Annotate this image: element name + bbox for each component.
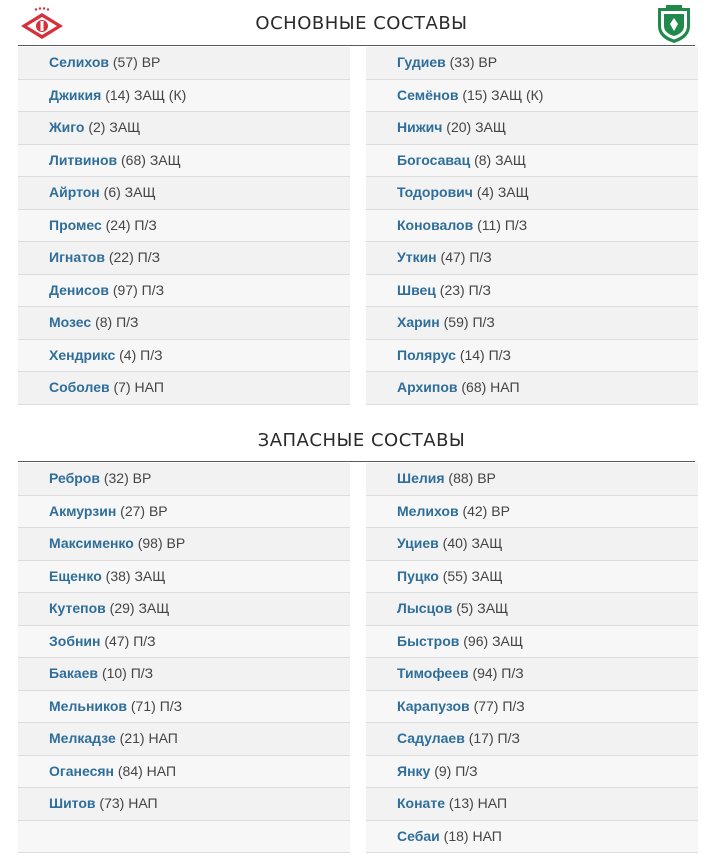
player-name[interactable]: Быстров xyxy=(397,632,460,649)
player-name[interactable]: Уциев xyxy=(397,535,439,551)
player-name[interactable]: Садулаев xyxy=(397,730,465,746)
player-number: (8) xyxy=(95,314,113,330)
player-number: (6) xyxy=(103,184,121,200)
player-number: (88) xyxy=(448,470,474,486)
player-row xyxy=(18,307,350,340)
player-name[interactable]: Семёнов xyxy=(397,86,459,103)
player-name[interactable]: Лысцов xyxy=(397,600,453,616)
player-row xyxy=(366,112,698,145)
player-name[interactable]: Швец xyxy=(397,281,436,298)
player-number: (71) xyxy=(130,697,156,714)
player-name[interactable]: Мелкадзе xyxy=(49,730,116,746)
player-number: (38) xyxy=(105,567,131,584)
player-row xyxy=(366,80,698,113)
player-number: (55) xyxy=(442,567,468,584)
player-position: П/З xyxy=(140,346,163,363)
player-number: (27) xyxy=(120,502,146,519)
player-position: ЗАЩ xyxy=(471,567,503,584)
player-position: П/З xyxy=(472,314,495,330)
player-position: НАП xyxy=(490,379,520,395)
player-row xyxy=(366,177,698,210)
player-row xyxy=(18,47,350,80)
player-position: П/З xyxy=(130,665,154,681)
player-row xyxy=(366,788,698,821)
player-row xyxy=(18,145,350,178)
player-name[interactable]: Денисов xyxy=(49,281,109,298)
player-name[interactable]: Пуцко xyxy=(397,567,439,584)
home-main-lineup xyxy=(18,47,350,405)
player-position: ЗАЩ xyxy=(138,600,170,616)
player-name[interactable]: Тодорович xyxy=(397,184,473,200)
player-name[interactable]: Нижич xyxy=(397,119,443,135)
player-number: (11) xyxy=(477,216,501,233)
player-row xyxy=(18,242,350,275)
player-name[interactable]: Богосавац xyxy=(397,151,471,168)
player-position: ЗАЩ (К) xyxy=(133,86,187,103)
player-number: (23) xyxy=(439,281,465,298)
player-name[interactable]: Зобнин xyxy=(49,632,101,649)
player-name[interactable]: Янку xyxy=(397,762,431,779)
player-position: ВР xyxy=(148,502,168,519)
player-name[interactable]: Себаи xyxy=(397,827,440,844)
player-row xyxy=(18,112,350,145)
player-number: (94) xyxy=(472,665,498,681)
player-name[interactable]: Шелия xyxy=(397,470,445,486)
player-number: (18) xyxy=(443,827,469,844)
player-position: П/З xyxy=(488,346,512,363)
player-name[interactable]: Ребров xyxy=(49,470,100,486)
player-position: П/З xyxy=(137,249,161,265)
away-subs-lineup xyxy=(366,463,698,853)
player-position: ВР xyxy=(132,470,152,486)
player-name[interactable]: Мельников xyxy=(49,697,127,714)
player-number: (14) xyxy=(459,346,485,363)
player-position: П/З xyxy=(455,762,478,779)
player-name[interactable]: Харин xyxy=(397,314,440,330)
player-position: П/З xyxy=(501,665,524,681)
player-number: (21) xyxy=(119,730,145,746)
player-position: П/З xyxy=(468,281,491,298)
player-row xyxy=(366,561,698,594)
player-name[interactable]: Игнатов xyxy=(49,249,105,265)
player-position: П/З xyxy=(504,216,528,233)
player-name[interactable]: Кутепов xyxy=(49,600,106,616)
player-row xyxy=(366,210,698,243)
player-number: (98) xyxy=(137,535,163,551)
player-name[interactable]: Жиго xyxy=(49,119,85,135)
main-lineups-header xyxy=(0,0,723,46)
player-name[interactable]: Коновалов xyxy=(397,216,474,233)
player-position: ЗАЩ xyxy=(149,151,181,168)
player-number: (59) xyxy=(443,314,469,330)
player-number: (96) xyxy=(463,632,489,649)
player-position: П/З xyxy=(497,730,520,746)
player-name[interactable]: Карапузов xyxy=(397,697,470,714)
player-row xyxy=(366,307,698,340)
player-position: П/З xyxy=(502,697,525,714)
player-position: НАП xyxy=(134,379,164,395)
player-row xyxy=(18,756,350,789)
player-name[interactable]: Акмурзин xyxy=(49,502,117,519)
akhmat-logo-icon xyxy=(656,4,692,44)
player-name[interactable]: Оганесян xyxy=(49,762,114,779)
player-position: НАП xyxy=(472,827,502,844)
player-number: (73) xyxy=(99,795,125,811)
player-row xyxy=(18,340,350,373)
player-position: ЗАЩ xyxy=(109,119,141,135)
player-row xyxy=(18,821,350,854)
player-position: ЗАЩ (К) xyxy=(491,86,544,103)
player-name[interactable]: Бакаев xyxy=(49,665,99,681)
player-row xyxy=(366,658,698,691)
player-name[interactable]: Хендрикс xyxy=(49,346,116,363)
player-number: (7) xyxy=(113,379,131,395)
player-number: (20) xyxy=(446,119,472,135)
player-row xyxy=(366,821,698,854)
player-row xyxy=(18,528,350,561)
player-row xyxy=(366,463,698,496)
player-number: (10) xyxy=(101,665,127,681)
player-position: ЗАЩ xyxy=(495,151,527,168)
main-lineups-title: ОСНОВНЫЕ СОСТАВЫ xyxy=(255,13,468,34)
player-name[interactable]: Максименко xyxy=(49,535,134,551)
player-number: (9) xyxy=(434,762,452,779)
player-row xyxy=(366,593,698,626)
player-position: ВР xyxy=(166,535,186,551)
player-position: НАП xyxy=(148,730,178,746)
player-name[interactable]: Промес xyxy=(49,216,102,233)
player-position: ЗАЩ xyxy=(475,119,506,135)
player-name[interactable]: Джикия xyxy=(49,86,102,103)
player-row xyxy=(366,691,698,724)
player-number: (42) xyxy=(462,502,488,519)
player-row xyxy=(366,528,698,561)
player-name[interactable]: Тимофеев xyxy=(397,665,469,681)
subs-title: ЗАПАСНЫЕ СОСТАВЫ xyxy=(257,430,466,451)
player-position: ВР xyxy=(477,470,496,486)
player-number: (84) xyxy=(117,762,143,779)
player-position: П/З xyxy=(133,632,156,649)
player-row xyxy=(18,372,350,405)
player-row xyxy=(18,561,350,594)
player-position: НАП xyxy=(128,795,158,811)
player-position: ЗАЩ xyxy=(477,600,509,616)
player-row xyxy=(366,723,698,756)
away-main-lineup xyxy=(366,47,698,405)
main-lineups-divider xyxy=(18,45,695,46)
player-row xyxy=(366,242,698,275)
player-number: (68) xyxy=(461,379,487,395)
subs-header xyxy=(0,422,723,462)
player-row xyxy=(18,275,350,308)
player-name[interactable]: Архипов xyxy=(397,379,458,395)
player-row xyxy=(18,593,350,626)
player-row xyxy=(366,756,698,789)
player-position: ЗАЩ xyxy=(124,184,156,200)
player-number: (4) xyxy=(119,346,137,363)
player-number: (29) xyxy=(109,600,135,616)
player-number: (13) xyxy=(448,795,474,811)
player-number: (77) xyxy=(473,697,499,714)
player-name[interactable]: Полярус xyxy=(397,346,456,363)
player-name[interactable]: Ещенко xyxy=(49,567,102,584)
player-row xyxy=(366,47,698,80)
player-row xyxy=(18,723,350,756)
player-position: П/З xyxy=(116,314,139,330)
player-name[interactable]: Соболев xyxy=(49,379,110,395)
player-position: НАП xyxy=(146,762,177,779)
player-position: ЗАЩ xyxy=(492,632,523,649)
player-number: (47) xyxy=(104,632,130,649)
player-position: П/З xyxy=(469,249,492,265)
player-number: (5) xyxy=(456,600,474,616)
player-row xyxy=(18,210,350,243)
player-name[interactable]: Конате xyxy=(397,795,445,811)
player-row xyxy=(18,626,350,659)
player-row xyxy=(18,788,350,821)
home-subs-lineup xyxy=(18,463,350,853)
player-row xyxy=(366,372,698,405)
subs-divider xyxy=(18,461,695,462)
player-number: (22) xyxy=(108,249,134,265)
player-number: (14) xyxy=(105,86,131,103)
player-position: НАП xyxy=(477,795,508,811)
player-name[interactable]: Мелихов xyxy=(397,502,459,519)
player-position: П/З xyxy=(141,281,165,298)
player-number: (68) xyxy=(121,151,146,168)
player-row xyxy=(18,177,350,210)
player-row xyxy=(18,496,350,529)
player-number: (32) xyxy=(103,470,129,486)
player-position: ЗАЩ xyxy=(471,535,503,551)
player-number: (40) xyxy=(442,535,468,551)
player-number: (97) xyxy=(112,281,138,298)
player-number: (17) xyxy=(468,730,494,746)
player-name[interactable]: Гудиев xyxy=(397,54,446,70)
player-name[interactable]: Литвинов xyxy=(49,151,118,168)
player-row xyxy=(366,496,698,529)
player-number: (8) xyxy=(474,151,492,168)
player-name[interactable]: Айртон xyxy=(49,184,100,200)
player-name[interactable]: Уткин xyxy=(397,249,437,265)
player-name[interactable]: Селихов xyxy=(49,54,109,70)
player-number: (24) xyxy=(105,216,131,233)
player-number: (4) xyxy=(476,184,494,200)
player-number: (2) xyxy=(88,119,106,135)
player-row xyxy=(18,80,350,113)
player-name[interactable]: Шитов xyxy=(49,795,96,811)
player-position: П/З xyxy=(134,216,157,233)
player-number: (15) xyxy=(462,86,488,103)
player-position: ВР xyxy=(141,54,161,70)
player-row xyxy=(18,691,350,724)
player-position: ЗАЩ xyxy=(497,184,529,200)
player-position: ЗАЩ xyxy=(134,567,166,584)
player-position: ВР xyxy=(491,502,510,519)
player-row xyxy=(366,626,698,659)
player-name[interactable]: Мозес xyxy=(49,314,92,330)
player-row xyxy=(18,463,350,496)
player-position: П/З xyxy=(159,697,183,714)
player-number: (47) xyxy=(440,249,466,265)
player-row xyxy=(366,275,698,308)
player-number: (57) xyxy=(112,54,138,70)
player-row xyxy=(18,658,350,691)
player-row xyxy=(366,145,698,178)
player-row xyxy=(366,340,698,373)
player-position: ВР xyxy=(478,54,498,70)
player-number: (33) xyxy=(449,54,475,70)
